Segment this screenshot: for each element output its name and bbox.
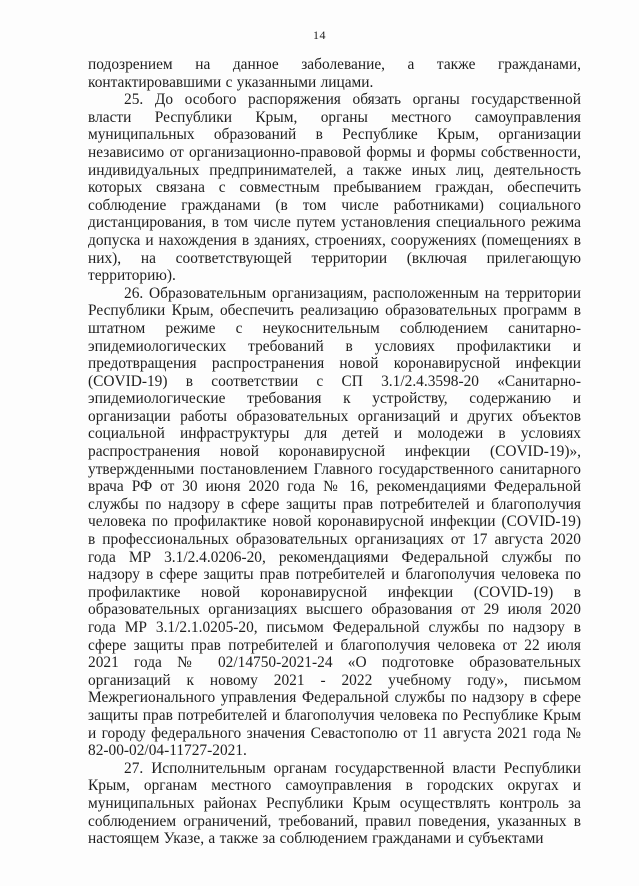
paragraph-25: 25. До особого распоряжения обязать органы государственной власти Республики Крым, органы местного самоуправления муниципальных образований в Республике Крым, организации независимо от организационно-правовой формы и формы собственности, индивидуальных предпринимателей, а также иных лиц, деятельность которых связана с совместным пребыванием граждан, обеспечить соблюдение гражданами (в том числе работниками) социального дистанцирования, в том числе путем установления специального режима допуска и нахождения в зданиях, строениях, сооружениях (помещениях в них), на соответствующей территории (включая прилегающую территорию). [88, 91, 581, 285]
document-body [88, 56, 581, 848]
paragraph-27: 27. Исполнительным органам государственной власти Республики Крым, органам местного самоуправления в городских округах и муниципальных районах Республики Крым осуществлять контроль за соблюдением ограничений, требований, правил поведения, указанных в настоящем Указе, а также за соблюдением гражданами и субъектами [88, 759, 581, 848]
paragraph-continuation: подозрением на данное заболевание, а также гражданами, контактировавшими с указанными лицами. [88, 56, 581, 91]
page-number: 14 [313, 28, 326, 42]
paragraph-26: 26. Образовательным организациям, расположенным на территории Республики Крым, обеспечить реализацию образовательных программ в штатном режиме с неукоснительным соблюдением санитарно-эпидемиологических требований в условиях профилактики и предотвращения распространения новой коронавирусной инфекции (COVID-19) в соответствии с СП 3.1/2.4.3598-20 «Санитарно-эпидемиологические требования к устройству, содержанию и организации работы образовательных организаций и других объектов социальной инфраструктуры для детей и молодежи в условиях распространения новой коронавирусной инфекции (COVID-19)», утвержденными постановлением Главного государственного санитарного врача РФ от 30 июня 2020 года № 16, рекомендациями Федеральной службы по надзору в сфере защиты прав потребителей и благополучия человека по профилактике новой коронавирусной инфекции (COVID-19) в профессиональных образовательных организациях от 17 августа 2020 года МР 3.1/2.4.0206-20, рекомендациями Федеральной службы по надзору в сфере защиты прав потребителей и благополучия человека по профилактике новой коронавирусной инфекции (COVID-19) в образовательных организациях высшего образования от 29 июля 2020 года МР 3.1/2.1.0205-20, письмом Федеральной службы по надзору в сфере защиты прав потребителей и благополучия человека от 22 июля 2021 года № 02/14750-2021-24 «О подготовке образовательных организаций к новому 2021 - 2022 учебному году», письмом Межрегионального управления Федеральной службы по надзору в сфере защиты прав потребителей и благополучия человека по Республике Крым и городу федерального значения Севастополю от 11 августа 2021 года № 82-00-02/04-11727-2021. [88, 284, 581, 760]
